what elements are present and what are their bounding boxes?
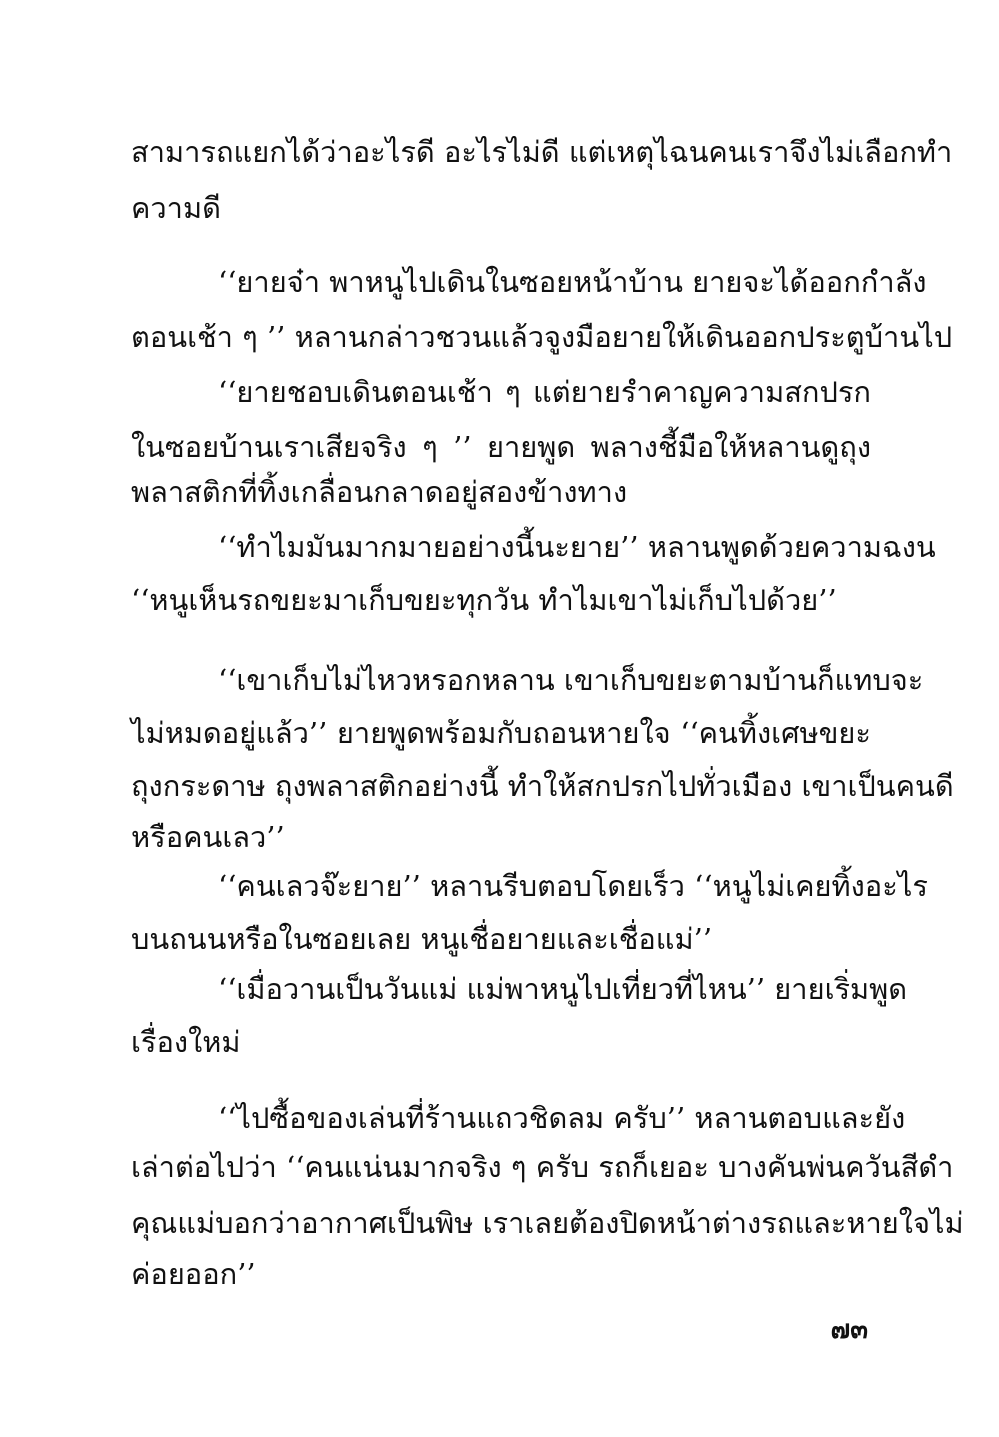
text-line-19: เล่าต่อไปว่า ‘‘คนแน่นมากจริง ๆ ครับ รถก็เยอะ บางคันพ่นควันสีดำ — [131, 1150, 954, 1184]
text-line-6: ในซอยบ้านเราเสียจริง ๆ ’’ ยายพูด พลางชี้มือให้หลานดูถุง — [131, 430, 871, 464]
text-line-5: ‘‘ยายชอบเดินตอนเช้า ๆ แต่ยายรำคาญความสกปรก — [218, 375, 871, 409]
text-line-8: ‘‘ทำไมมันมากมายอย่างนี้นะยาย’’ หลานพูดด้วยความฉงน — [218, 530, 936, 564]
text-line-12: ถุงกระดาษ ถุงพลาสติกอย่างนี้ ทำให้สกปรกไปทั่วเมือง เขาเป็นคนดี — [131, 769, 954, 803]
text-line-13: หรือคนเลว’’ — [131, 820, 285, 854]
text-line-9: ‘‘หนูเห็นรถขยะมาเก็บขยะทุกวัน ทำไมเขาไม่เก็บไปด้วย’’ — [131, 583, 837, 617]
text-line-14: ‘‘คนเลวจ๊ะยาย’’ หลานรีบตอบโดยเร็ว ‘‘หนูไม่เคยทิ้งอะไร — [218, 869, 928, 903]
text-line-11: ไม่หมดอยู่แล้ว’’ ยายพูดพร้อมกับถอนหายใจ ‘‘คนทิ้งเศษขยะ — [131, 716, 871, 750]
text-line-10: ‘‘เขาเก็บไม่ไหวหรอกหลาน เขาเก็บขยะตามบ้านก็แทบจะ — [218, 663, 924, 697]
text-line-3: ‘‘ยายจ๋า พาหนูไปเดินในซอยหน้าบ้าน ยายจะได้ออกกำลัง — [218, 265, 927, 299]
text-line-15: บนถนนหรือในซอยเลย หนูเชื่อยายและเชื่อแม่’’ — [131, 922, 713, 956]
text-line-7: พลาสติกที่ทิ้งเกลื่อนกลาดอยู่สองข้างทาง — [131, 475, 628, 509]
text-line-18: ‘‘ไปซื้อของเล่นที่ร้านแถวชิดลม ครับ’’ หลานตอบและยัง — [218, 1101, 906, 1135]
text-line-16: ‘‘เมื่อวานเป็นวันแม่ แม่พาหนูไปเที่ยวที่ไหน’’ ยายเริ่มพูด — [218, 972, 908, 1006]
text-line-1: สามารถแยกได้ว่าอะไรดี อะไรไม่ดี แต่เหตุไฉนคนเราจึงไม่เลือกทำ — [131, 135, 953, 169]
text-line-17: เรื่องใหม่ — [131, 1025, 241, 1059]
text-line-21: ค่อยออก’’ — [131, 1257, 256, 1291]
text-line-20: คุณแม่บอกว่าอากาศเป็นพิษ เราเลยต้องปิดหน้าต่างรถและหายใจไม่ — [131, 1206, 964, 1240]
text-line-2: ความดี — [131, 191, 221, 225]
page-number: ๗๓ — [830, 1315, 868, 1345]
text-line-4: ตอนเช้า ๆ ’’ หลานกล่าวชวนแล้วจูงมือยายให้เดินออกประตูบ้านไป — [131, 320, 953, 354]
